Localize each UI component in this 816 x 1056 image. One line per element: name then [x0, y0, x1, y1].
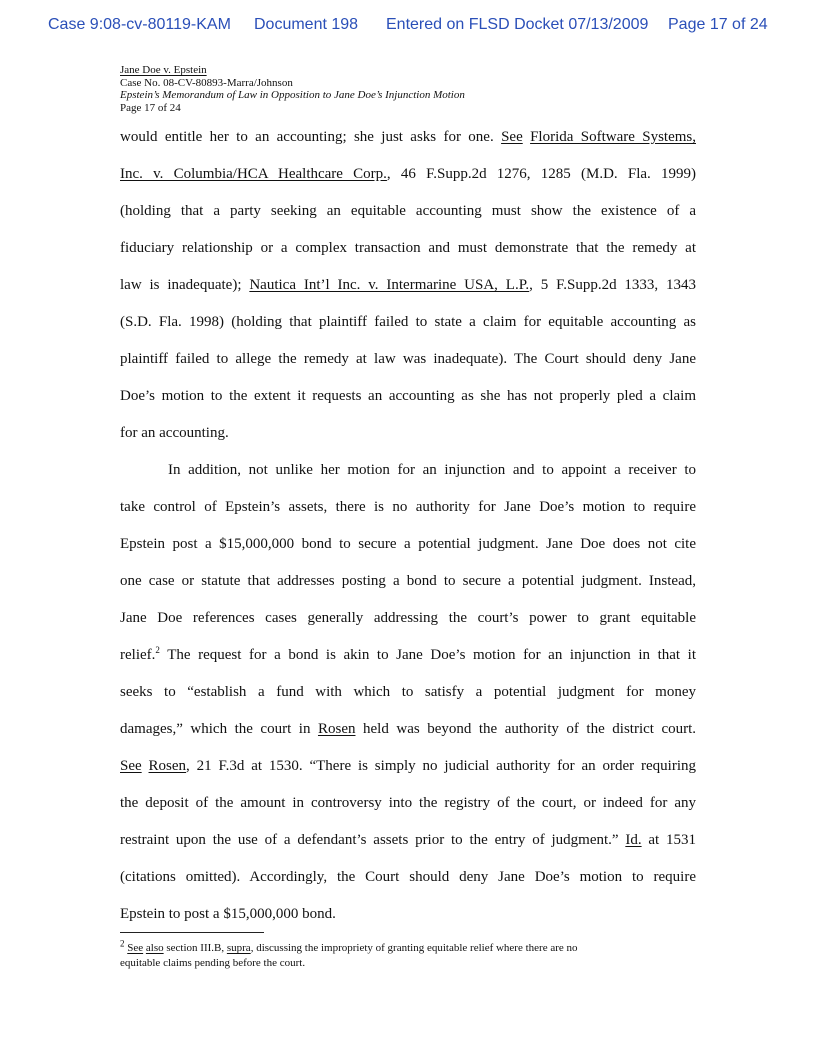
body-line: Doe’s motion to the extent it requests an accounting as she has not properly pled a claim	[120, 388, 696, 404]
header-case-no: Case No. 08-CV-80893-Marra/Johnson	[120, 76, 293, 89]
header-caption: Jane Doe v. Epstein	[120, 64, 207, 76]
running-header	[120, 64, 465, 114]
body-line: (citations omitted). Accordingly, the Court should deny Jane Doe’s motion to require	[120, 869, 696, 885]
body-line: for an accounting.	[120, 425, 229, 441]
case-citation: Id.	[625, 832, 642, 848]
case-citation: Rosen	[148, 758, 187, 774]
body-line: the deposit of the amount in controversy into the registry of the court, or indeed for any	[120, 795, 696, 811]
body-line: Epstein post a $15,000,000 bond to secure a potential judgment. Jane Doe does not cite	[120, 536, 696, 552]
body-line: damages,” which the court in Rosen held was beyond the authority of the district court.	[120, 721, 697, 737]
footnote-ref: 2	[155, 645, 160, 655]
body-line: See Rosen, 21 F.3d at 1530. “There is simply no judicial authority for an order requiring	[120, 758, 696, 774]
body-line: take control of Epstein’s assets, there is no authority for Jane Doe’s motion to require	[120, 499, 696, 515]
body-line: relief.$^2$ The request for a bond is akin to Jane Doe’s motion for an injunction in that it	[120, 645, 696, 663]
body-line: In addition, not unlike her motion for an injunction and to appoint a receiver to	[168, 462, 696, 478]
footnote-number: 2	[120, 938, 125, 949]
body-line: Inc. v. Columbia/HCA Healthcare Corp., 46 F.Supp.2d 1276, 1285 (M.D. Fla. 1999)	[120, 166, 696, 182]
footnote: $^2$ See also section III.B, supra, discussing the impropriety of granting equitable relief where there are no	[120, 938, 578, 954]
stamp-page: Page 17 of 24	[668, 16, 768, 33]
stamp-document: Document 198	[254, 16, 359, 33]
signal-see: See	[501, 129, 523, 145]
stamp-case: Case 9:08-cv-80119-KAM	[48, 16, 231, 33]
case-citation: Inc. v. Columbia/HCA Healthcare Corp.	[120, 166, 387, 182]
footnote-divider	[120, 932, 264, 933]
body-line: Jane Doe references cases generally addressing the court’s power to grant equitable	[120, 610, 696, 626]
body-line: would entitle her to an accounting; she just asks for one. See Florida Software Systems,	[120, 129, 696, 145]
body-line: one case or statute that addresses posting a bond to secure a potential judgment. Instead,	[120, 573, 696, 589]
signal-see: See	[120, 758, 142, 774]
docket-stamp	[0, 16, 816, 38]
header-title: Epstein’s Memorandum of Law in Opposition to Jane Doe’s Injunction Motion	[120, 89, 465, 101]
footnote-line: equitable claims pending before the court.	[120, 957, 306, 969]
body-line: (holding that a party seeking an equitable accounting must show the existence of a	[120, 203, 696, 219]
body-line: fiduciary relationship or a complex transaction and must demonstrate that the remedy at	[120, 240, 696, 256]
body-line: Epstein to post a $15,000,000 bond.	[120, 906, 336, 922]
body-line: restraint upon the use of a defendant’s assets prior to the entry of judgment.” Id. at 1531	[120, 832, 697, 848]
body-line: plaintiff failed to allege the remedy at law was inadequate). The Court should deny Jane	[120, 351, 696, 367]
case-citation: Florida Software Systems,	[530, 129, 696, 145]
stamp-entered: Entered on FLSD Docket 07/13/2009	[386, 16, 649, 33]
header-page: Page 17 of 24	[120, 101, 181, 114]
body-line: (S.D. Fla. 1998) (holding that plaintiff failed to state a claim for equitable accounting as	[120, 314, 696, 330]
body-line: law is inadequate); Nautica Int’l Inc. v. Intermarine USA, L.P., 5 F.Supp.2d 1333, 1343	[120, 277, 697, 293]
case-citation: Rosen	[317, 721, 356, 737]
body-line: seeks to “establish a fund with which to satisfy a potential judgment for money	[120, 684, 696, 700]
case-citation: Nautica Int’l Inc. v. Intermarine USA, L.P.	[249, 277, 530, 293]
